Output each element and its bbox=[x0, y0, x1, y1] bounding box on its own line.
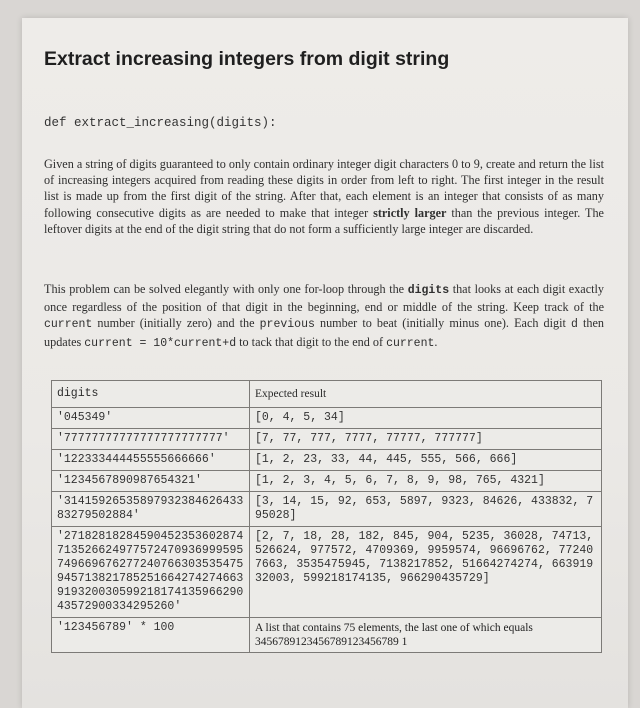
hint-text-2: that looks at each digit exactly once regardless of the position of that digit in the beginning, end or middle of the string. Keep track of the bbox=[44, 282, 604, 315]
digits-cell: '3141592653589793238462643383279502884' bbox=[52, 492, 250, 527]
hint-text-7: . bbox=[434, 334, 438, 349]
hint-text-1: This problem can be solved elegantly with only one for-loop through the bbox=[44, 282, 408, 296]
hint-paragraph bbox=[44, 281, 604, 352]
strictly-larger-emphasis: strictly larger bbox=[373, 205, 447, 220]
description-text-2: than the previous integer. The leftover digits at the end of the digit string that do not form a sufficiently large integer are discarded. bbox=[44, 205, 604, 236]
hint-code-d: d bbox=[571, 318, 578, 332]
hint-code-digits: digits bbox=[407, 284, 450, 297]
expected-cell: [3, 14, 15, 92, 653, 5897, 9323, 84626, 433832, 795028] bbox=[250, 492, 602, 527]
table-row bbox=[52, 492, 602, 527]
function-signature: def extract_increasing(digits): bbox=[44, 116, 277, 130]
hint-text-4: number to beat (initially minus one). Each digit bbox=[314, 316, 571, 331]
document-page bbox=[22, 18, 628, 708]
digits-cell: '2718281828459045235360287471352662497757247093699959574966967627724076630353547594571382178525166427427466391932003059921817413596629043572900334295260' bbox=[52, 527, 250, 618]
table-row bbox=[52, 450, 602, 471]
hint-text-3: number (initially zero) and the bbox=[92, 316, 260, 331]
expected-cell: [7, 77, 777, 7777, 77777, 777777] bbox=[250, 429, 602, 450]
header-expected-result: Expected result bbox=[250, 381, 602, 408]
expected-cell: [0, 4, 5, 34] bbox=[250, 408, 602, 429]
test-cases-table bbox=[51, 380, 602, 653]
hint-code-current: current bbox=[44, 318, 93, 332]
digits-cell: '1234567890987654321' bbox=[52, 471, 250, 492]
table-row bbox=[52, 471, 602, 492]
description-paragraph bbox=[44, 156, 604, 237]
page-title: Extract increasing integers from digit string bbox=[44, 48, 450, 70]
header-digits: digits bbox=[52, 381, 250, 408]
table-row bbox=[52, 408, 602, 429]
description-text-1: Given a string of digits guaranteed to only contain ordinary integer digit characters 0 to 9, create and return the list of increasing integers acquired from reading these digits in order from left to right. The first integer in the result list is made up from the first digit of the string. After that, each element is an integer that consists of as many following consecutive digits as are needed to make that integer bbox=[44, 157, 604, 220]
expected-cell: [2, 7, 18, 28, 182, 845, 904, 5235, 36028, 74713, 526624, 977572, 4709369, 9959574, 96696762, 772407663, 3535475945, 7138217852, 51664274274, 66391932003, 599218174135, 966290435729] bbox=[250, 527, 602, 618]
digits-cell: '122333444455555666666' bbox=[52, 450, 250, 471]
hint-code-update: current = 10*current+d bbox=[84, 336, 237, 350]
hint-code-current-2: current bbox=[386, 336, 435, 350]
expected-cell: A list that contains 75 elements, the last one of which equals 3456789123456789123456789 1 bbox=[250, 618, 602, 653]
hint-text-5: then updates bbox=[44, 316, 604, 349]
digits-cell: '77777777777777777777777' bbox=[52, 429, 250, 450]
digits-cell: '123456789' * 100 bbox=[52, 618, 250, 653]
table-row bbox=[52, 429, 602, 450]
table-header-row bbox=[52, 381, 602, 408]
table-row bbox=[52, 527, 602, 618]
hint-code-previous: previous bbox=[259, 318, 315, 332]
hint-text-6: to tack that digit to the end of bbox=[236, 334, 387, 349]
expected-cell: [1, 2, 23, 33, 44, 445, 555, 566, 666] bbox=[250, 450, 602, 471]
digits-cell: '045349' bbox=[52, 408, 250, 429]
expected-cell: [1, 2, 3, 4, 5, 6, 7, 8, 9, 98, 765, 4321] bbox=[250, 471, 602, 492]
table-row bbox=[52, 618, 602, 653]
